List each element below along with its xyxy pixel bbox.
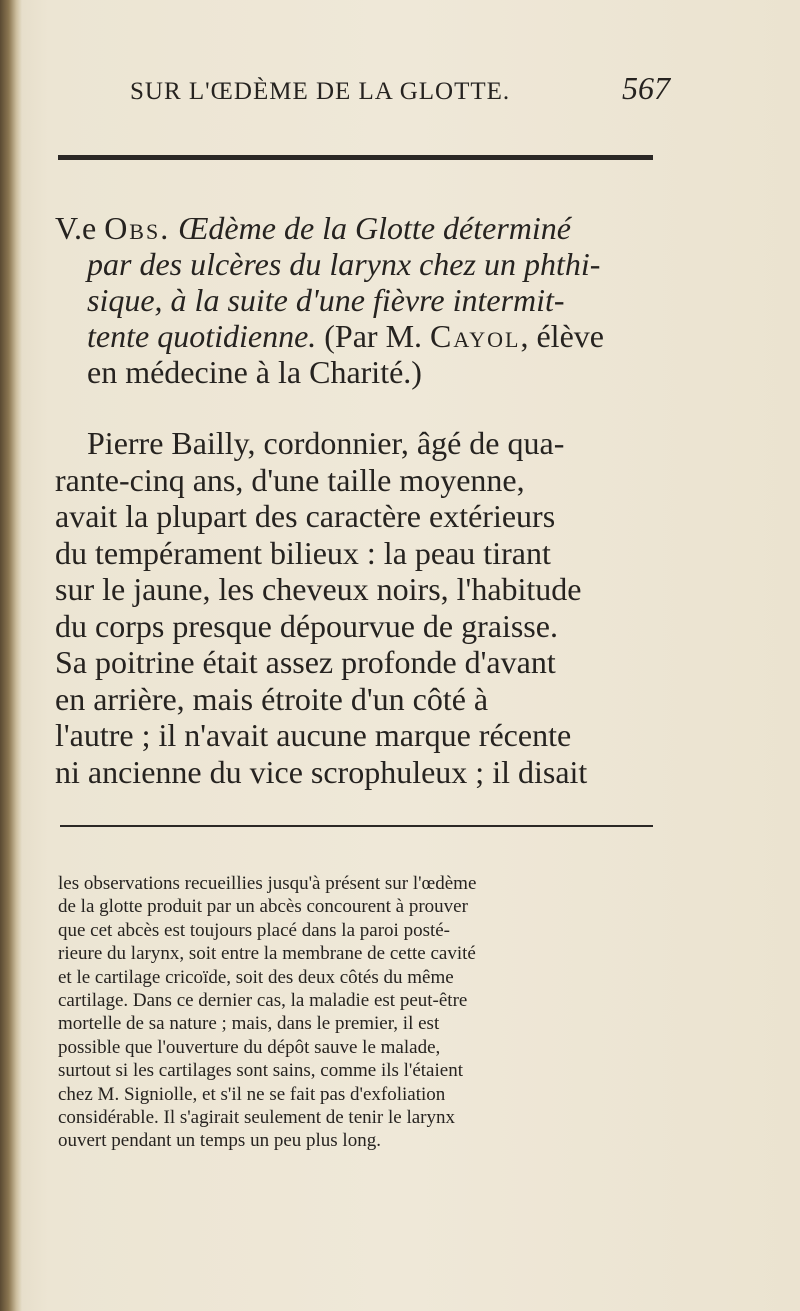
footnote-rule [60,825,653,827]
body-line: ni ancienne du vice scrophuleux ; il disait [55,753,588,790]
observation-title-line [55,282,660,318]
observation-title-text: par des ulcères du larynx chez un phthi- [87,246,601,282]
observation-heading [55,210,660,390]
page-header [130,68,670,108]
footnote-line: rieure du larynx, soit entre la membrane de cette cavité [58,943,476,965]
body-line: l'autre ; il n'avait aucune marque récente [55,717,572,753]
footnote-line: chez M. Signiolle, et s'il ne se fait pas d'exfoliation [58,1083,446,1105]
footnote-line: les observations recueillies jusqu'à présent sur l'œdème [58,873,477,894]
observation-title-line [55,246,660,282]
observation-title-text: sique, à la suite d'une fièvre intermit- [87,282,565,318]
observation-title-line: Œdème de la Glotte déterminé [178,210,571,246]
header-rule [58,155,653,160]
body-line: avait la plupart des caractère extérieurs [55,498,556,534]
body-line: en arrière, mais étroite d'un côté à [55,680,489,717]
footnote-line: ouvert pendant un temps un peu plus long. [58,1130,381,1152]
observation-number: V.e [55,210,97,246]
body-line: du tempérament bilieux : la peau tirant [55,534,551,571]
footnote-line: de la glotte produit par un abcès concourent à prouver [58,896,468,918]
body-line: Pierre Bailly, cordonnier, âgé de qua- [87,425,565,461]
footnote-line: considérable. Il s'agirait seulement de tenir le larynx [58,1107,455,1129]
body-paragraph [55,425,660,790]
footnote-line: possible que l'ouverture du dépôt sauve le malade, [58,1036,441,1058]
body-line: Sa poitrine était assez profonde d'avant [55,644,556,680]
observation-title-text: tente quotidienne. [87,318,317,354]
footnote-line: mortelle de sa nature ; mais, dans le premier, il est [58,1013,440,1035]
page-number: 567 [622,70,670,106]
observation-title-line [55,318,660,354]
footnote-line: et le cartilage cricoïde, soit des deux côtés du même [58,966,454,988]
observation-credit-last: en médecine à la Charité.) [87,354,422,390]
running-title: SUR L'ŒDÈME DE LA GLOTTE. [130,78,511,105]
footnote-line: que cet abcès est toujours placé dans la paroi posté- [58,919,450,941]
footnote [58,872,658,1153]
book-gutter [0,0,22,1311]
observation-credit-open: (Par M. [324,318,423,354]
footnote-line: cartilage. Dans ce dernier cas, la maladie est peut-être [58,990,468,1012]
body-line: rante-cinq ans, d'une taille moyenne, [55,461,525,498]
observation-abbr: Obs. [104,210,171,246]
footnote-line: surtout si les cartilages sont sains, comme ils l'étaient [58,1060,463,1082]
observation-heading-line-1 [55,210,660,246]
observation-credit-name: Cayol [430,318,521,354]
body-line: du corps presque dépourvue de graisse. [55,607,558,644]
body-line: sur le jaune, les cheveux noirs, l'habitude [55,571,582,607]
observation-credit-rest: , élève [520,318,604,354]
